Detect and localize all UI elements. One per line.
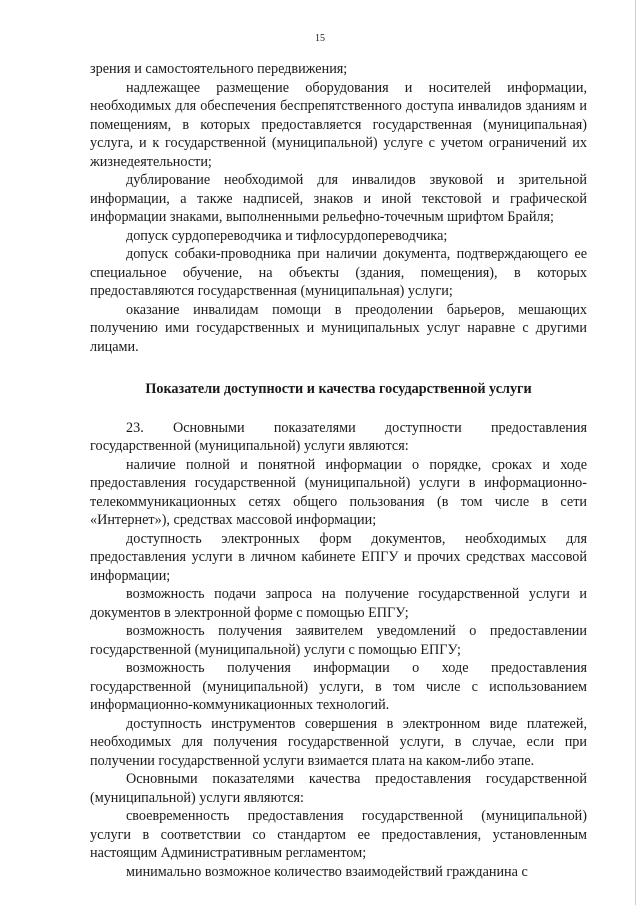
paragraph: возможность подачи запроса на получение государственной услуги и документов в электронной форме с помощью ЕПГУ;	[90, 586, 587, 621]
document-body	[90, 60, 587, 881]
paragraph: возможность получения информации о ходе предоставления государственной (муниципальной) услуги, в том числе с использованием информационно-коммуникационных технологий.	[90, 660, 587, 713]
paragraph: допуск собаки-проводника при наличии документа, подтверждающего ее специальное обучение, на объекты (здания, помещения), в которых предоставляются государственная (муниципальная) услуги;	[90, 246, 587, 299]
paragraph: допуск сурдопереводчика и тифлосурдопереводчика;	[126, 227, 448, 244]
paragraph: доступность электронных форм документов, необходимых для предоставления услуги в личном кабинете ЕПГУ и прочих средствах массовой информации;	[90, 530, 587, 584]
paragraph-clause-23: 23. Основными показателями доступности предоставления государственной (муниципальной) услуги являются:	[90, 419, 587, 454]
paragraph: дублирование необходимой для инвалидов звуковой и зрительной информации, а также надписей, знаков и иной текстовой и графической информации знаками, выполненными рельефно-точечным шрифтом Брайля;	[90, 172, 587, 225]
paragraph: Основными показателями качества предоставления государственной (муниципальной) услуги являются:	[90, 771, 587, 806]
paragraph: возможность получения заявителем уведомлений о предоставлении государственной (муниципальной) услуги с помощью ЕПГУ;	[90, 623, 587, 658]
paragraph: доступность инструментов совершения в электронном виде платежей, необходимых для получения государственной услуги, в случае, если при получении государственной услуги взимается плата на каком-либо этапе.	[90, 715, 587, 769]
paragraph: оказание инвалидам помощи в преодолении барьеров, мешающих получению ими государственных и муниципальных услуг наравне с другими лицами.	[90, 301, 587, 355]
paragraph: наличие полной и понятной информации о порядке, сроках и ходе предоставления государственной (муниципальной) услуги в информационно-телекоммуникационных сетях общего пользования (в том числе в сети «Интернет»), средствах массовой информации;	[90, 456, 587, 528]
paragraph: своевременность предоставления государственной (муниципальной) услуги в соответствии со стандартом ее предоставления, установленным настоящим Административным регламентом;	[90, 808, 587, 861]
section-heading: Показатели доступности и качества государственной услуги	[145, 381, 532, 397]
page-number: 15	[315, 33, 325, 44]
paragraph: надлежащее размещение оборудования и носителей информации, необходимых для обеспечения беспрепятственного доступа инвалидов зданиям и помещениям, в которых предоставляется государственная (муниципальная) услуга, и к государственной (муниципальной) услуге с учетом ограничений их жизнедеятельности;	[90, 79, 587, 170]
paragraph-continuation: зрения и самостоятельного передвижения;	[90, 61, 348, 77]
paragraph: минимально возможное количество взаимодействий гражданина с	[126, 863, 528, 880]
scan-edge-line	[635, 0, 636, 905]
